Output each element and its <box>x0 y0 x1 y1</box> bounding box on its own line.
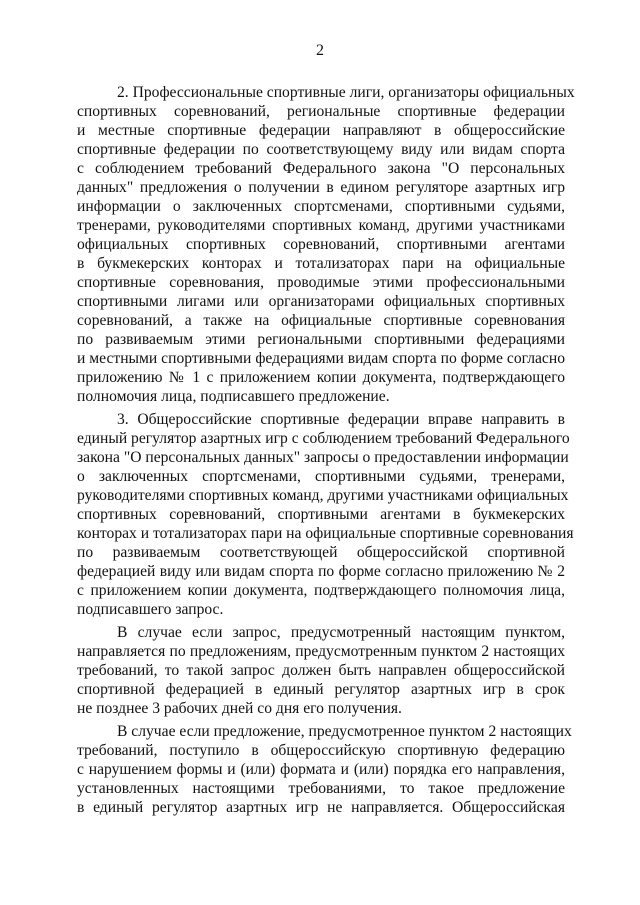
text-line: с приложением копии документа, подтверждающего полномочия лица, <box>77 582 565 599</box>
text-line: данных" предложения о получении в едином регуляторе азартных игр <box>77 179 565 196</box>
text-line: руководителями спортивных команд, другими участниками официальных <box>77 487 569 504</box>
text-line: с нарушением формы и (или) формата и (или) порядка его направления, <box>77 761 565 778</box>
text-line: установленных настоящими требованиями, то такое предложение <box>77 780 565 797</box>
text-line: конторах и тотализаторах пари на официальные спортивные соревнования <box>77 525 574 542</box>
text-line: официальных спортивных соревнований, спортивными агентами <box>77 236 565 253</box>
text-line: соревнований, а также на официальные спортивные соревнования <box>77 312 565 329</box>
text-line: 3. Общероссийские спортивные федерации вправе направить в <box>117 411 565 428</box>
text-line: спортивных соревнований, региональные спортивные федерации <box>77 103 565 120</box>
text-line: спортивными лигами или организаторами официальных спортивных <box>77 293 565 310</box>
text-line: и местными спортивными федерациями видам спорта по форме согласно <box>77 350 565 367</box>
text-line: спортивной федерацией в единый регулятор азартных игр в срок <box>77 681 565 698</box>
text-line: направляется по предложениям, предусмотренным пунктом 2 настоящих <box>77 643 565 660</box>
text-line: спортивные федерации по соответствующему виду или видам спорта <box>77 141 565 158</box>
text-line: единый регулятор азартных игр с соблюдением требований Федерального <box>77 430 570 447</box>
text-line: о заключенных спортсменами, спортивными судьями, тренерами, <box>77 468 565 485</box>
text-line: тренерами, руководителями спортивных команд, другими участниками <box>77 217 565 234</box>
text-line: требований, поступило в общероссийскую спортивную федерацию <box>77 742 565 759</box>
text-line: федерацией виду или видам спорта по форме согласно приложению № 2 <box>77 563 565 580</box>
text-line: 2. Профессиональные спортивные лиги, организаторы официальных <box>117 84 575 101</box>
text-line: требований, то такой запрос должен быть направлен общероссийской <box>77 662 565 679</box>
text-line: спортивных соревнований, спортивными агентами в букмекерских <box>77 506 565 523</box>
text-line: по развиваемым соответствующей общероссийской спортивной <box>77 544 565 561</box>
text-line: и местные спортивные федерации направляют в общероссийские <box>77 122 565 139</box>
text-line: полномочия лица, подписавшего предложение. <box>77 388 390 405</box>
text-line: по развиваемым этими региональными спортивными федерациями <box>77 331 565 348</box>
text-line: информации о заключенных спортсменами, спортивными судьями, <box>77 198 565 215</box>
text-line: закона "О персональных данных" запросы о предоставлении информации <box>77 449 569 466</box>
text-line: в единый регулятор азартных игр не направляется. Общероссийская <box>77 799 565 816</box>
text-line: В случае если запрос, предусмотренный настоящим пунктом, <box>117 624 565 641</box>
text-line: приложению № 1 с приложением копии документа, подтверждающего <box>77 369 565 386</box>
text-line: не позднее 3 рабочих дней со дня его получения. <box>77 700 402 717</box>
text-line: в букмекерских конторах и тотализаторах пари на официальные <box>77 255 565 272</box>
text-line: В случае если предложение, предусмотренное пунктом 2 настоящих <box>117 723 572 740</box>
text-line: подписавшего запрос. <box>77 601 224 618</box>
text-line: спортивные соревнования, проводимые этими профессиональными <box>77 274 565 291</box>
text-line: с соблюдением требований Федерального закона "О персональных <box>77 160 565 177</box>
page-number: 2 <box>316 42 324 59</box>
